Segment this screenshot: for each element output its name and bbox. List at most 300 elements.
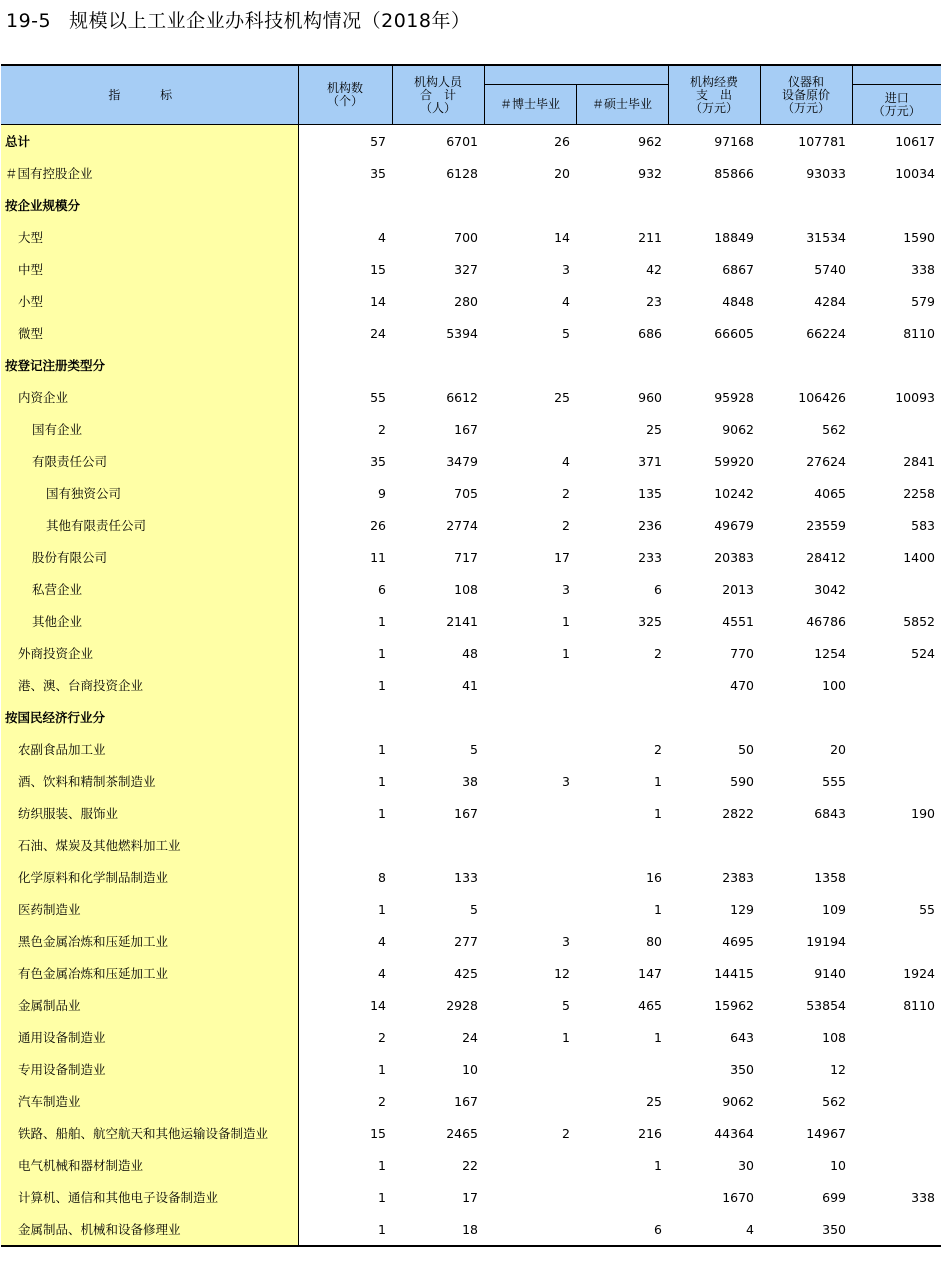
row-label (1, 1053, 298, 1085)
value-cell (576, 701, 668, 733)
value-cell: 6 (576, 1213, 668, 1246)
value-cell: 425 (454, 965, 478, 981)
value-cell: 327 (454, 261, 478, 277)
value-cell: 46786 (806, 613, 846, 629)
value-cell: 9062 (722, 421, 754, 437)
value-cell: 41 (462, 677, 478, 693)
value-cell (852, 349, 941, 381)
value-cell: 1 (654, 901, 662, 917)
value-cell (852, 1053, 941, 1085)
value-cell: 10093 (895, 389, 935, 405)
value-cell: 2013 (722, 581, 754, 597)
value-cell: 2928 (446, 997, 478, 1013)
row-label-text: 总计 (5, 134, 31, 149)
value-cell: 770 (730, 645, 754, 661)
row-label (1, 189, 298, 221)
row-label (1, 221, 298, 253)
value-cell: 9062 (722, 1093, 754, 1109)
value-cell: 4 (562, 293, 570, 309)
value-cell: 15962 (714, 997, 754, 1013)
row-label-text: 按企业规模分 (5, 198, 81, 213)
row-label (1, 829, 298, 861)
value-cell: 1 (378, 1061, 386, 1077)
table-row (1, 125, 941, 158)
value-cell: 233 (638, 549, 662, 565)
row-label-text: 专用设备制造业 (18, 1062, 106, 1077)
value-cell: 15 (370, 1125, 386, 1141)
value-cell: 590 (730, 773, 754, 789)
value-cell (668, 349, 760, 381)
value-cell: 277 (454, 933, 478, 949)
equipment-group-spacer (852, 65, 941, 85)
value-cell: 1670 (722, 1189, 754, 1205)
value-cell: 1 (378, 773, 386, 789)
value-cell: 2822 (722, 805, 754, 821)
row-label (1, 861, 298, 893)
table-row (1, 957, 941, 989)
value-cell: 15 (370, 261, 386, 277)
imported-header: 进口 （万元） (852, 85, 941, 125)
value-cell (484, 413, 576, 445)
row-label-text: 酒、饮料和精制茶制造业 (18, 774, 156, 789)
value-cell: 95928 (714, 389, 754, 405)
table-row (1, 669, 941, 701)
value-cell: 59920 (714, 453, 754, 469)
value-cell: 6128 (446, 165, 478, 181)
row-label-text: 其他有限责任公司 (46, 518, 147, 533)
row-label (1, 989, 298, 1021)
value-cell: 2383 (722, 869, 754, 885)
value-cell: 10034 (895, 165, 935, 181)
value-cell: 1 (562, 1029, 570, 1045)
table-row (1, 1181, 941, 1213)
value-cell: 38 (462, 773, 478, 789)
row-label-text: 金属制品业 (18, 998, 81, 1013)
value-cell: 524 (911, 645, 935, 661)
value-cell: 55 (370, 389, 386, 405)
value-cell: 24 (370, 325, 386, 341)
value-cell: 25 (646, 421, 662, 437)
value-cell: 3479 (446, 453, 478, 469)
value-cell (852, 765, 941, 797)
value-cell: 25 (646, 1093, 662, 1109)
row-label (1, 477, 298, 509)
value-cell (392, 829, 484, 861)
value-cell: 66605 (714, 325, 754, 341)
value-cell: 3 (562, 773, 570, 789)
value-cell (576, 669, 668, 701)
value-cell: 18849 (714, 229, 754, 245)
value-cell: 17 (462, 1189, 478, 1205)
value-cell: 17 (554, 549, 570, 565)
value-cell (668, 829, 760, 861)
master-header: ＃硕士毕业 (576, 85, 668, 125)
value-cell: 1 (378, 613, 386, 629)
value-cell: 562 (822, 1093, 846, 1109)
value-cell: 1 (654, 1029, 662, 1045)
page-title (6, 6, 470, 33)
value-cell: 109 (822, 901, 846, 917)
value-cell: 9 (378, 485, 386, 501)
value-cell: 2 (378, 1029, 386, 1045)
value-cell: 1 (378, 805, 386, 821)
value-cell (852, 925, 941, 957)
value-cell: 1924 (903, 965, 935, 981)
row-label (1, 253, 298, 285)
value-cell: 9140 (814, 965, 846, 981)
row-label (1, 637, 298, 669)
value-cell (392, 701, 484, 733)
table-row (1, 381, 941, 413)
row-label-text: 有限责任公司 (32, 454, 108, 469)
value-cell: 1 (298, 1213, 392, 1246)
value-cell: 26 (484, 125, 576, 158)
value-cell: 8 (378, 869, 386, 885)
value-cell: 1400 (903, 549, 935, 565)
value-cell (484, 893, 576, 925)
value-cell: 562 (822, 421, 846, 437)
value-cell: 3 (562, 933, 570, 949)
row-label-text: 按国民经济行业分 (5, 710, 106, 725)
row-label-text: 化学原料和化学制品制造业 (18, 870, 169, 885)
value-cell: 18 (392, 1213, 484, 1246)
value-cell: 10242 (714, 485, 754, 501)
value-cell: 1 (562, 645, 570, 661)
row-label (1, 669, 298, 701)
value-cell: 1 (378, 901, 386, 917)
row-label (1, 317, 298, 349)
row-label (1, 893, 298, 925)
table-title: 规模以上工业企业办科技机构情况（2018年） (69, 10, 471, 32)
staff-total-header: 机构人员 合 计 （人） (392, 65, 484, 125)
value-cell (298, 829, 392, 861)
value-cell: 57 (298, 125, 392, 158)
value-cell: 20 (830, 741, 846, 757)
row-label (1, 1117, 298, 1149)
row-label-text: 通用设备制造业 (18, 1030, 106, 1045)
table-body (1, 125, 941, 1247)
value-cell (298, 189, 392, 221)
table-row (1, 413, 941, 445)
table-row (1, 1117, 941, 1149)
table-row (1, 541, 941, 573)
value-cell: 2 (654, 645, 662, 661)
value-cell: 6 (378, 581, 386, 597)
table-row (1, 221, 941, 253)
value-cell: 1 (654, 805, 662, 821)
row-label-text: 大型 (18, 230, 44, 245)
table-row (1, 445, 941, 477)
value-cell: 10 (462, 1061, 478, 1077)
value-cell: 2 (562, 517, 570, 533)
value-cell: 4 (378, 229, 386, 245)
value-cell: 5 (470, 901, 478, 917)
value-cell: 25 (554, 389, 570, 405)
row-label-text: 外商投资企业 (18, 646, 94, 661)
value-cell: 42 (646, 261, 662, 277)
row-label-text: 铁路、船舶、航空航天和其他运输设备制造业 (18, 1126, 269, 1141)
row-label (1, 765, 298, 797)
value-cell: 2774 (446, 517, 478, 533)
value-cell: 10617 (852, 125, 941, 158)
table-row (1, 765, 941, 797)
table-row (1, 1149, 941, 1181)
row-label-text: 中型 (18, 262, 44, 277)
row-label-text: 计算机、通信和其他电子设备制造业 (18, 1190, 219, 1205)
table-row (1, 477, 941, 509)
value-cell (852, 1085, 941, 1117)
row-label-text: 农副食品加工业 (18, 742, 106, 757)
row-label (1, 957, 298, 989)
value-cell: 705 (454, 485, 478, 501)
value-cell: 6612 (446, 389, 478, 405)
value-cell: 106426 (798, 389, 846, 405)
value-cell: 167 (454, 805, 478, 821)
table-row (1, 317, 941, 349)
value-cell: 14 (370, 997, 386, 1013)
value-cell: 30 (738, 1157, 754, 1173)
value-cell: 932 (638, 165, 662, 181)
row-label (1, 605, 298, 637)
value-cell (852, 1213, 941, 1246)
table-row (1, 573, 941, 605)
table-header (1, 65, 941, 125)
value-cell (484, 733, 576, 765)
value-cell: 2 (562, 1125, 570, 1141)
value-cell: 167 (454, 421, 478, 437)
table-row (1, 189, 941, 221)
value-cell: 12 (830, 1061, 846, 1077)
value-cell: 31534 (806, 229, 846, 245)
row-label (1, 733, 298, 765)
value-cell: 5 (562, 997, 570, 1013)
statistics-table (1, 64, 941, 1247)
row-label-text: 私营企业 (32, 582, 83, 597)
row-label-text: 金属制品、机械和设备修理业 (18, 1222, 181, 1237)
value-cell: 555 (822, 773, 846, 789)
table-row (1, 925, 941, 957)
row-label-text: 微型 (18, 326, 44, 341)
value-cell (668, 701, 760, 733)
value-cell: 8110 (903, 997, 935, 1013)
value-cell: 85866 (714, 165, 754, 181)
row-label (1, 125, 298, 158)
value-cell: 700 (454, 229, 478, 245)
value-cell: 22 (462, 1157, 478, 1173)
value-cell (392, 349, 484, 381)
value-cell (298, 349, 392, 381)
value-cell: 49679 (714, 517, 754, 533)
value-cell: 2 (654, 741, 662, 757)
value-cell: 6701 (392, 125, 484, 158)
value-cell: 80 (646, 933, 662, 949)
value-cell: 216 (638, 1125, 662, 1141)
value-cell: 699 (822, 1189, 846, 1205)
value-cell (484, 829, 576, 861)
value-cell: 5852 (903, 613, 935, 629)
value-cell (760, 701, 852, 733)
row-label-text: 黑色金属冶炼和压延加工业 (18, 934, 169, 949)
value-cell: 1 (654, 773, 662, 789)
table-row (1, 1213, 941, 1246)
value-cell: 24 (462, 1029, 478, 1045)
value-cell (576, 1053, 668, 1085)
value-cell: 27624 (806, 453, 846, 469)
value-cell (484, 1149, 576, 1181)
row-label-text: 电气机械和器材制造业 (18, 1158, 144, 1173)
row-label-text: 医药制造业 (18, 902, 81, 917)
value-cell: 1590 (903, 229, 935, 245)
value-cell: 14415 (714, 965, 754, 981)
table-row (1, 989, 941, 1021)
value-cell: 35 (370, 453, 386, 469)
table-row (1, 1021, 941, 1053)
value-cell (852, 189, 941, 221)
staff-group-spacer (484, 65, 668, 85)
value-cell: 465 (638, 997, 662, 1013)
table-row (1, 605, 941, 637)
table-row (1, 1053, 941, 1085)
row-label-text: 纺织服装、服饰业 (18, 806, 119, 821)
value-cell: 190 (911, 805, 935, 821)
phd-header: ＃博士毕业 (484, 85, 576, 125)
value-cell: 28412 (806, 549, 846, 565)
value-cell (760, 189, 852, 221)
value-cell: 1 (378, 645, 386, 661)
table-row (1, 829, 941, 861)
table-row (1, 285, 941, 317)
value-cell (484, 701, 576, 733)
value-cell: 4 (562, 453, 570, 469)
value-cell (484, 1181, 576, 1213)
value-cell: 5740 (814, 261, 846, 277)
value-cell (852, 1117, 941, 1149)
row-label-text: 小型 (18, 294, 44, 309)
value-cell: 108 (822, 1029, 846, 1045)
value-cell: 48 (462, 645, 478, 661)
row-label (1, 445, 298, 477)
value-cell (852, 733, 941, 765)
value-cell: 643 (730, 1029, 754, 1045)
value-cell (852, 701, 941, 733)
table-row (1, 733, 941, 765)
row-label-text: 其他企业 (32, 614, 83, 629)
value-cell: 4284 (814, 293, 846, 309)
value-cell: 108 (454, 581, 478, 597)
value-cell: 14 (554, 229, 570, 245)
row-label (1, 1181, 298, 1213)
row-label-text: 国有独资公司 (46, 486, 122, 501)
value-cell: 371 (638, 453, 662, 469)
value-cell: 2465 (446, 1125, 478, 1141)
value-cell: 133 (454, 869, 478, 885)
value-cell: 1 (378, 1189, 386, 1205)
value-cell: 686 (638, 325, 662, 341)
value-cell: 962 (576, 125, 668, 158)
row-label (1, 381, 298, 413)
table-row (1, 797, 941, 829)
value-cell: 6843 (814, 805, 846, 821)
value-cell (668, 189, 760, 221)
value-cell: 20 (554, 165, 570, 181)
value-cell (484, 189, 576, 221)
value-cell: 55 (919, 901, 935, 917)
value-cell: 350 (760, 1213, 852, 1246)
value-cell (852, 861, 941, 893)
row-label (1, 541, 298, 573)
row-label-text: ＃国有控股企业 (5, 166, 93, 181)
value-cell: 129 (730, 901, 754, 917)
value-cell: 1254 (814, 645, 846, 661)
value-cell: 4848 (722, 293, 754, 309)
row-label (1, 1213, 298, 1246)
value-cell: 20383 (714, 549, 754, 565)
value-cell: 147 (638, 965, 662, 981)
table-row (1, 157, 941, 189)
value-cell: 23559 (806, 517, 846, 533)
value-cell: 100 (822, 677, 846, 693)
row-label (1, 573, 298, 605)
value-cell: 66224 (806, 325, 846, 341)
value-cell: 338 (911, 261, 935, 277)
value-cell (576, 189, 668, 221)
table-row (1, 893, 941, 925)
row-label (1, 797, 298, 829)
value-cell: 325 (638, 613, 662, 629)
table-row (1, 1085, 941, 1117)
value-cell (484, 1053, 576, 1085)
value-cell: 8110 (903, 325, 935, 341)
value-cell: 4 (668, 1213, 760, 1246)
value-cell: 717 (454, 549, 478, 565)
row-label-text: 按登记注册类型分 (5, 358, 106, 373)
expenditure-header: 机构经费 支 出 （万元） (668, 65, 760, 125)
value-cell: 2 (378, 421, 386, 437)
table-row (1, 253, 941, 285)
table-row (1, 701, 941, 733)
value-cell: 4 (378, 965, 386, 981)
table-row (1, 637, 941, 669)
value-cell: 350 (730, 1061, 754, 1077)
value-cell (852, 413, 941, 445)
row-label (1, 413, 298, 445)
equipment-header: 仪器和 设备原价 （万元） (760, 65, 852, 125)
value-cell (484, 861, 576, 893)
value-cell: 167 (454, 1093, 478, 1109)
value-cell (852, 1021, 941, 1053)
value-cell (392, 189, 484, 221)
value-cell (484, 349, 576, 381)
value-cell: 23 (646, 293, 662, 309)
row-label (1, 925, 298, 957)
institutions-header: 机构数 （个） (298, 65, 392, 125)
value-cell (576, 829, 668, 861)
value-cell: 1 (378, 741, 386, 757)
value-cell: 53854 (806, 997, 846, 1013)
value-cell: 5 (470, 741, 478, 757)
value-cell (852, 573, 941, 605)
value-cell: 2258 (903, 485, 935, 501)
value-cell: 211 (638, 229, 662, 245)
value-cell: 280 (454, 293, 478, 309)
value-cell: 3 (562, 581, 570, 597)
row-label (1, 1149, 298, 1181)
value-cell (484, 1213, 576, 1246)
value-cell: 2141 (446, 613, 478, 629)
value-cell (760, 349, 852, 381)
value-cell: 135 (638, 485, 662, 501)
row-label (1, 285, 298, 317)
